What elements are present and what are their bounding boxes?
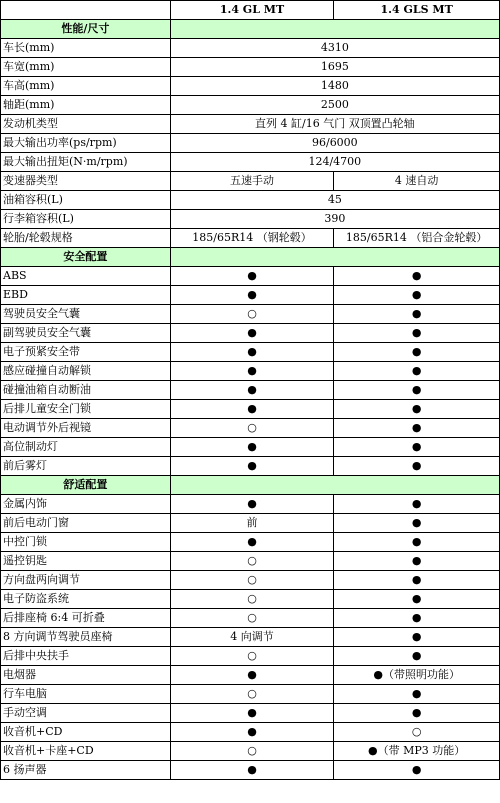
gl-mt-value-cell: ● [170,495,334,514]
section-title: 性能/尺寸 [1,20,171,39]
row-label: 行车电脑 [1,685,171,704]
table-row [1,305,500,324]
table-row [1,286,500,305]
gl-mt-value-cell: ○ [170,609,334,628]
row-label: EBD [1,286,171,305]
gls-mt-value-cell: ● [334,343,500,362]
gls-mt-value-cell: ● [334,400,500,419]
table-row [1,742,500,761]
table-row [1,533,500,552]
row-label: 行李箱容积(L) [1,210,171,229]
row-label: 手动空调 [1,704,171,723]
row-label: 收音机+CD [1,723,171,742]
table-row [1,590,500,609]
row-label: 轮胎/轮毂规格 [1,229,171,248]
shared-value-cell: 96/6000 [170,134,499,153]
gls-mt-value-cell: ● [334,647,500,666]
section-header-filler [170,20,499,39]
row-label: 电子防盗系统 [1,590,171,609]
gl-mt-value-cell: ○ [170,742,334,761]
row-label: 最大输出功率(ps/rpm) [1,134,171,153]
section-header-filler [170,476,499,495]
gl-mt-value-cell: ● [170,438,334,457]
row-label: 高位制动灯 [1,438,171,457]
header-corner-cell [1,1,171,20]
shared-value-cell: 45 [170,191,499,210]
table-row [1,267,500,286]
gls-mt-value-cell: ● [334,761,500,780]
table-row [1,666,500,685]
row-label: 车高(mm) [1,77,171,96]
gls-mt-value-cell: ● [334,362,500,381]
gl-mt-value-cell: 前 [170,514,334,533]
row-label: 驾驶员安全气囊 [1,305,171,324]
gls-mt-value-cell: ● [334,514,500,533]
table-row [1,514,500,533]
table-row [1,58,500,77]
gl-mt-value-cell: ● [170,723,334,742]
gl-mt-value-cell: 185/65R14 （钢轮毂） [170,229,334,248]
gl-mt-value-cell: ○ [170,305,334,324]
row-label: 最大输出扭矩(N·m/rpm) [1,153,171,172]
gl-mt-value-cell: ● [170,533,334,552]
gls-mt-value-cell: ● [334,381,500,400]
gls-mt-value-cell: ● [334,495,500,514]
gl-mt-value-cell: ● [170,362,334,381]
row-label: 电子预紧安全带 [1,343,171,362]
row-label: 副驾驶员安全气囊 [1,324,171,343]
gls-mt-value-cell: ● [334,704,500,723]
gls-mt-value-cell: ● [334,419,500,438]
gls-mt-value-cell: ●（带 MP3 功能） [334,742,500,761]
gl-mt-value-cell: ● [170,400,334,419]
table-row [1,704,500,723]
gls-mt-value-cell: ● [334,609,500,628]
gls-mt-value-cell: 4 速自动 [334,172,500,191]
table-row [1,457,500,476]
table-row [1,761,500,780]
row-label: 车长(mm) [1,39,171,58]
gl-mt-value-cell: ○ [170,571,334,590]
gls-mt-value-cell: ●（带照明功能） [334,666,500,685]
gls-mt-value-cell: ● [334,533,500,552]
shared-value-cell: 124/4700 [170,153,499,172]
row-label: 后排中央扶手 [1,647,171,666]
table-row [1,229,500,248]
spec-table-body [1,1,500,780]
shared-value-cell: 1695 [170,58,499,77]
table-row [1,723,500,742]
gl-mt-value-cell: ● [170,343,334,362]
header-gl-mt: 1.4 GL MT [170,1,334,20]
gls-mt-value-cell: ● [334,457,500,476]
gl-mt-value-cell: ● [170,267,334,286]
row-label: 油箱容积(L) [1,191,171,210]
gls-mt-value-cell: ● [334,286,500,305]
gl-mt-value-cell: ○ [170,685,334,704]
table-row [1,343,500,362]
table-row [1,324,500,343]
table-row [1,191,500,210]
gls-mt-value-cell: ● [334,438,500,457]
row-label: 电烟器 [1,666,171,685]
gl-mt-value-cell: ○ [170,590,334,609]
row-label: 6 扬声器 [1,761,171,780]
table-row [1,685,500,704]
gl-mt-value-cell: ● [170,457,334,476]
row-label: 轴距(mm) [1,96,171,115]
table-row [1,571,500,590]
shared-value-cell: 2500 [170,96,499,115]
row-label: 中控门锁 [1,533,171,552]
gl-mt-value-cell: ● [170,761,334,780]
gls-mt-value-cell: ● [334,685,500,704]
row-label: 金属内饰 [1,495,171,514]
table-row [1,134,500,153]
table-row [1,647,500,666]
table-row [1,609,500,628]
gls-mt-value-cell: ○ [334,723,500,742]
table-row [1,115,500,134]
shared-value-cell: 4310 [170,39,499,58]
section-header-row [1,476,500,495]
gls-mt-value-cell: ● [334,324,500,343]
table-row [1,400,500,419]
gls-mt-value-cell: ● [334,267,500,286]
row-label: 前后雾灯 [1,457,171,476]
table-row [1,210,500,229]
section-title: 舒适配置 [1,476,171,495]
table-row [1,39,500,58]
header-gls-mt: 1.4 GLS MT [334,1,500,20]
header-row [1,1,500,20]
table-row [1,495,500,514]
gl-mt-value-cell: ● [170,704,334,723]
gl-mt-value-cell: ● [170,666,334,685]
table-row [1,381,500,400]
row-label: 前后电动门窗 [1,514,171,533]
table-row [1,628,500,647]
gl-mt-value-cell: ● [170,381,334,400]
gls-mt-value-cell: ● [334,571,500,590]
gls-mt-value-cell: ● [334,552,500,571]
gls-mt-value-cell: ● [334,590,500,609]
row-label: ABS [1,267,171,286]
section-header-row [1,248,500,267]
row-label: 8 方向调节驾驶员座椅 [1,628,171,647]
table-row [1,96,500,115]
row-label: 感应碰撞自动解锁 [1,362,171,381]
table-row [1,77,500,96]
gl-mt-value-cell: 4 向调节 [170,628,334,647]
gl-mt-value-cell: ● [170,324,334,343]
table-row [1,172,500,191]
table-row [1,438,500,457]
row-label: 后排儿童安全门锁 [1,400,171,419]
table-row [1,153,500,172]
row-label: 变速器类型 [1,172,171,191]
shared-value-cell: 1480 [170,77,499,96]
row-label: 碰撞油箱自动断油 [1,381,171,400]
row-label: 收音机+卡座+CD [1,742,171,761]
shared-value-cell: 390 [170,210,499,229]
row-label: 发动机类型 [1,115,171,134]
row-label: 方向盘两向调节 [1,571,171,590]
section-header-filler [170,248,499,267]
row-label: 电动调节外后视镜 [1,419,171,438]
section-title: 安全配置 [1,248,171,267]
gls-mt-value-cell: ● [334,628,500,647]
gl-mt-value-cell: ○ [170,552,334,571]
section-header-row [1,20,500,39]
gls-mt-value-cell: 185/65R14 （铝合金轮毂） [334,229,500,248]
table-row [1,552,500,571]
gls-mt-value-cell: ● [334,305,500,324]
gl-mt-value-cell: ● [170,286,334,305]
table-row [1,419,500,438]
gl-mt-value-cell: ○ [170,419,334,438]
row-label: 车宽(mm) [1,58,171,77]
row-label: 遥控钥匙 [1,552,171,571]
gl-mt-value-cell: 五速手动 [170,172,334,191]
table-row [1,362,500,381]
shared-value-cell: 直列 4 缸/16 气门 双顶置凸轮轴 [170,115,499,134]
row-label: 后排座椅 6:4 可折叠 [1,609,171,628]
gl-mt-value-cell: ○ [170,647,334,666]
